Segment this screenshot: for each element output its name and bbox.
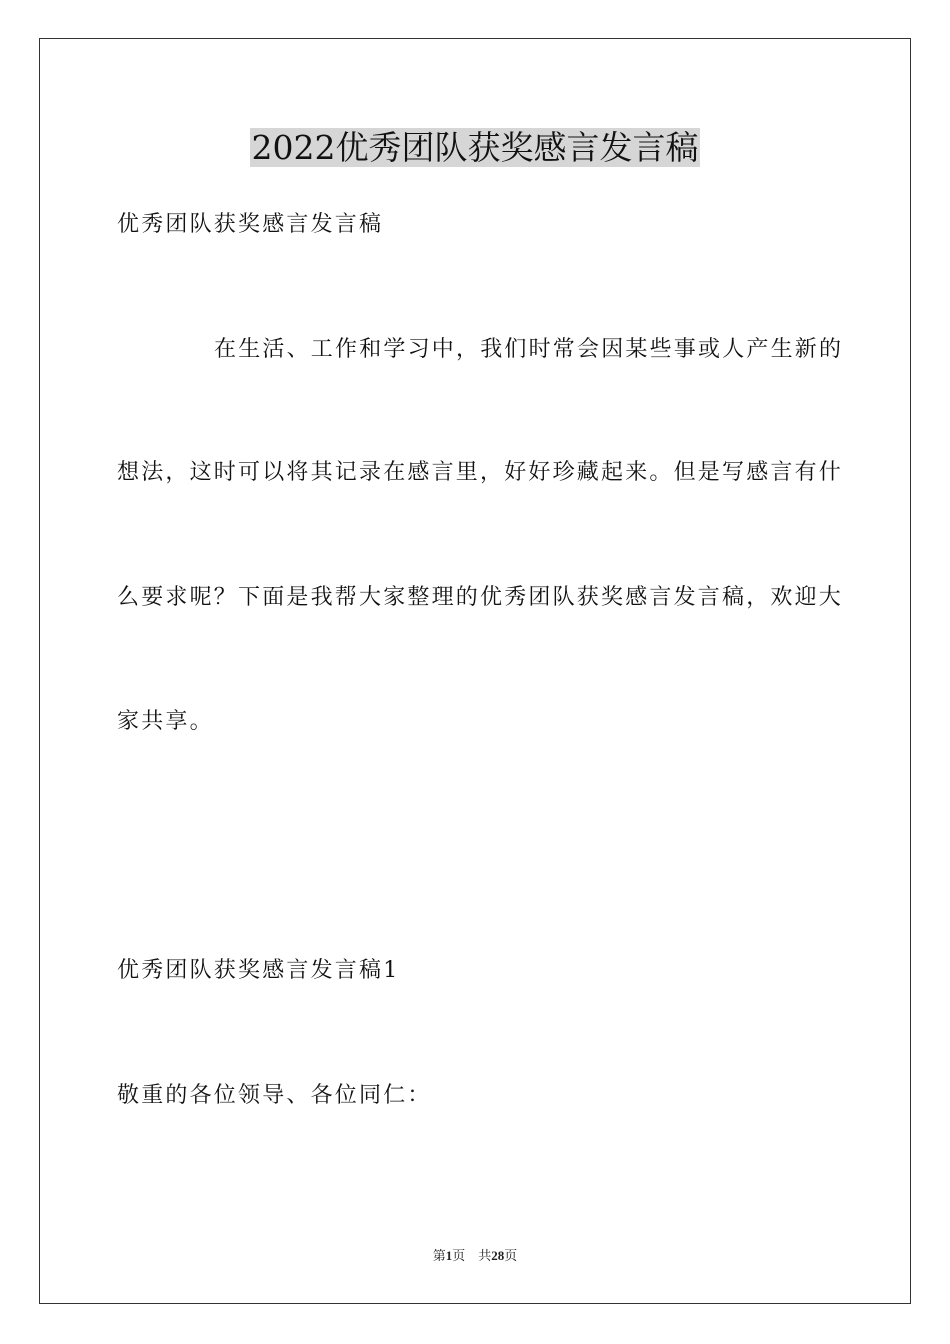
footer-mid: 页 共	[452, 1249, 492, 1264]
paragraph-line: 在生活、工作和学习中，我们时常会因某些事或人产生新的	[214, 337, 844, 362]
subtitle-line: 优秀团队获奖感言发言稿	[117, 212, 384, 237]
footer-suffix: 页	[504, 1249, 518, 1264]
paragraph-line: 家共享。	[117, 709, 214, 734]
salutation-line: 敬重的各位领导、各位同仁：	[117, 1083, 432, 1108]
page-footer	[0, 1247, 950, 1266]
paragraph-line: 么要求呢？下面是我帮大家整理的优秀团队获奖感言发言稿，欢迎大	[117, 585, 844, 610]
footer-total-pages: 28	[491, 1248, 505, 1263]
document-title	[0, 126, 950, 170]
footer-prefix: 第	[432, 1249, 446, 1264]
document-title-text: 2022优秀团队获奖感言发言稿	[251, 128, 699, 167]
section-heading: 优秀团队获奖感言发言稿1	[117, 958, 400, 983]
paragraph-line: 想法，这时可以将其记录在感言里，好好珍藏起来。但是写感言有什	[117, 460, 844, 485]
footer-current-page: 1	[445, 1248, 453, 1263]
